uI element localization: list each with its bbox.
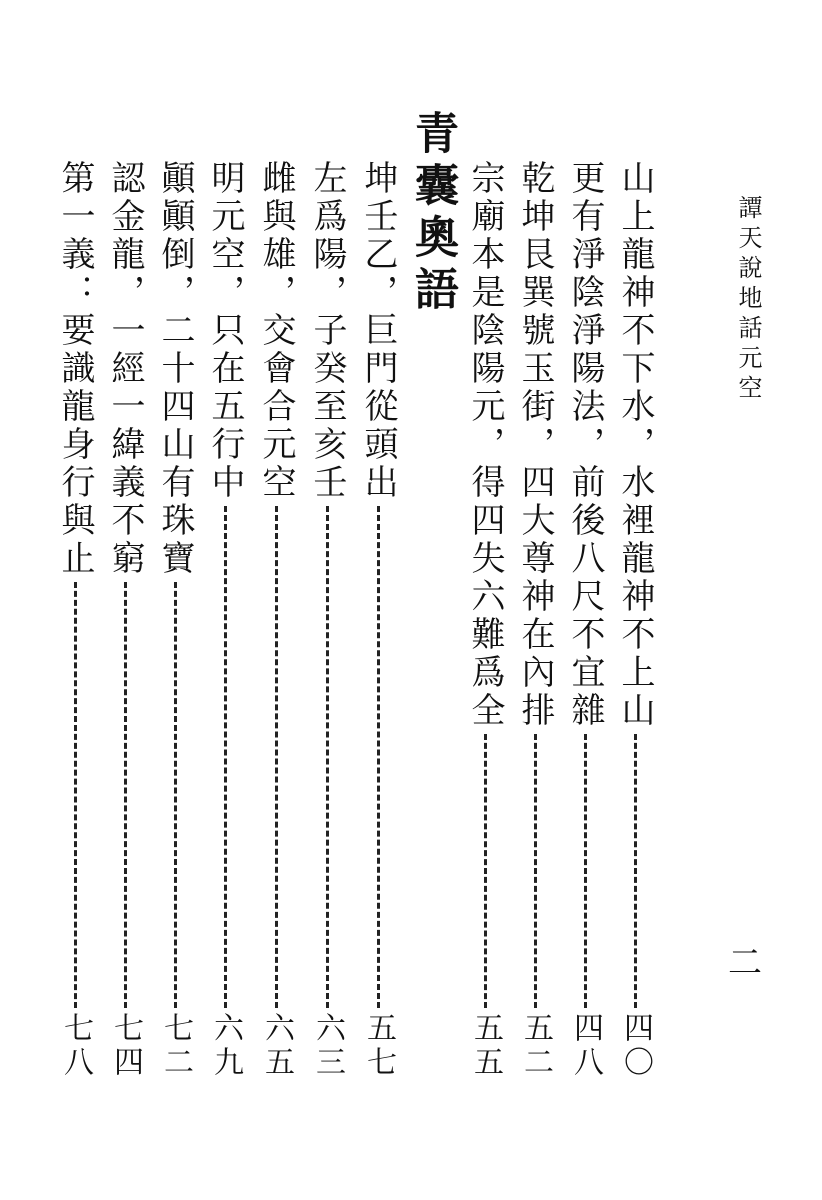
toc-entry-page: 五七 <box>361 1012 396 1080</box>
toc-entry-page: 六三 <box>310 1012 345 1080</box>
dotted-leader <box>584 734 587 1008</box>
dotted-leader <box>174 582 177 1008</box>
toc-entry-title: 認金龍，一經一緯義不窮 <box>105 160 145 578</box>
dotted-leader <box>275 506 278 1008</box>
page-folio: 二 <box>728 943 762 983</box>
toc-entry-title: 山上龍神不下水，水裡龍神不上山 <box>615 160 655 730</box>
toc-entry-title: 更有淨陰淨陽法，前後八尺不宜雜 <box>565 160 605 730</box>
toc-entry-title: 第一義：要識龍身行與止 <box>55 160 95 578</box>
toc-entry <box>153 160 197 1080</box>
book-title-header: 譚天說地話元空 <box>734 195 762 405</box>
dotted-leader <box>326 506 329 1008</box>
toc-entry-page: 四八 <box>568 1012 603 1080</box>
toc-entry <box>53 160 97 1080</box>
toc-entry <box>513 160 557 1080</box>
dotted-leader <box>377 506 380 1008</box>
dotted-leader <box>634 734 637 1008</box>
toc-entry-page: 七四 <box>108 1012 143 1080</box>
toc-entry-title: 雌與雄，交會合元空 <box>256 160 296 502</box>
dotted-leader <box>484 734 487 1008</box>
toc-entry <box>203 160 247 1080</box>
toc-entry <box>103 160 147 1080</box>
toc-entry <box>254 160 298 1080</box>
toc-entry <box>613 160 657 1080</box>
dotted-leader <box>224 506 227 1008</box>
toc-entry-page: 七二 <box>158 1012 193 1080</box>
toc-entry-page: 四〇 <box>618 1012 653 1080</box>
toc-entry <box>305 160 349 1080</box>
toc-entry-title: 明元空，只在五行中 <box>205 160 245 502</box>
toc-entry <box>463 160 507 1080</box>
toc-entry-page: 五二 <box>518 1012 553 1080</box>
toc-entry-page: 六九 <box>208 1012 243 1080</box>
toc-entry <box>563 160 607 1080</box>
section-title: 青囊奧語 <box>407 110 458 318</box>
toc-entry-page: 六五 <box>259 1012 294 1080</box>
dotted-leader <box>74 582 77 1008</box>
toc-entry-title: 顚顚倒，二十四山有珠寶 <box>155 160 195 578</box>
toc-entry-title: 乾坤艮巽號玉街，四大尊神在內排 <box>515 160 555 730</box>
toc-entry-title: 宗廟本是陰陽元，得四失六難爲全 <box>465 160 505 730</box>
toc-entry <box>356 160 400 1080</box>
toc-entry-title: 左爲陽，子癸至亥壬 <box>307 160 347 502</box>
dotted-leader <box>124 582 127 1008</box>
toc-entry-page: 七八 <box>58 1012 93 1080</box>
toc-entry-page: 五五 <box>468 1012 503 1080</box>
toc-entry-title: 坤壬乙，巨門從頭出 <box>358 160 398 502</box>
dotted-leader <box>534 734 537 1008</box>
